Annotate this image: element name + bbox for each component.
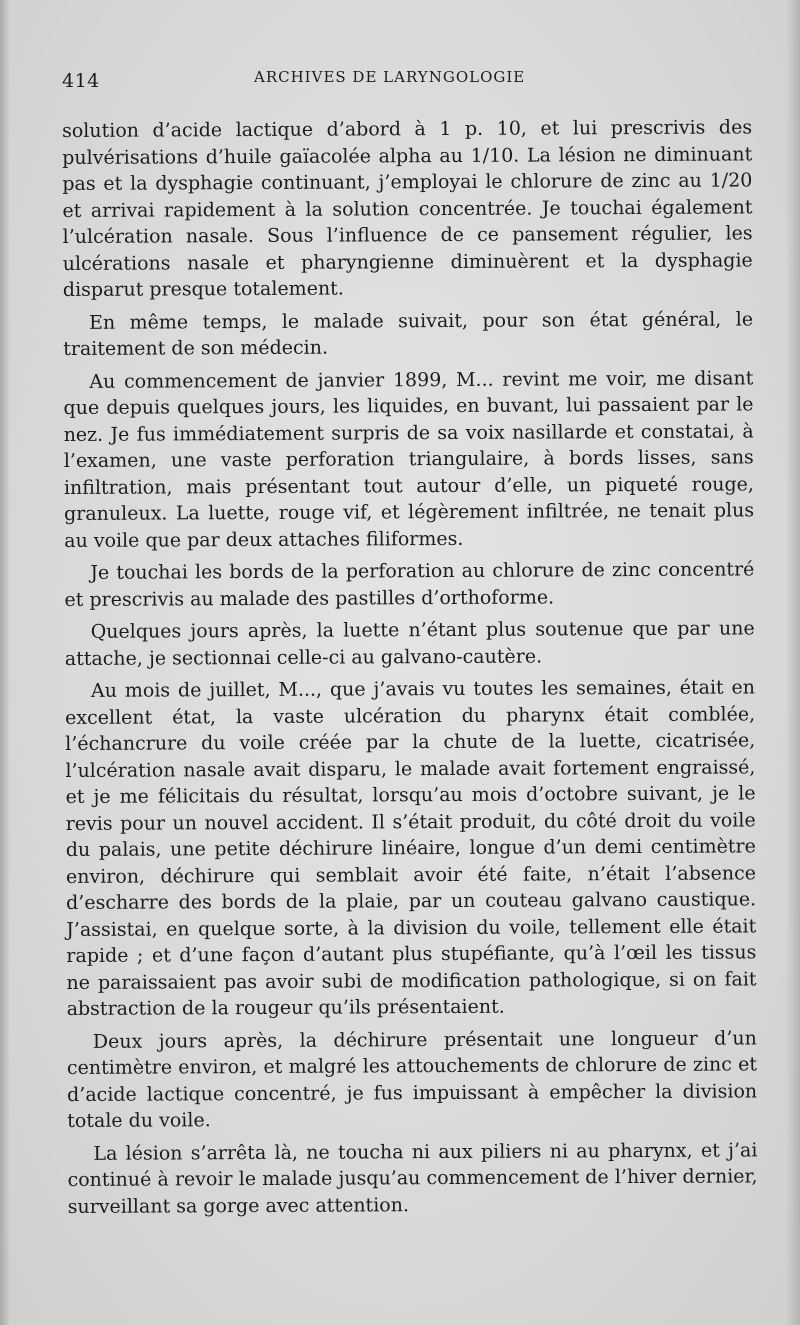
paragraph: En même temps, le malade suivait, pour son état général, le traitement de son médecin. — [63, 307, 754, 360]
paragraph: Quelques jours après, la luette n’étant plus soutenue que par une attache, je sectionnai celle-ci au galvano-cautère. — [64, 617, 755, 670]
paragraph: Au commencement de janvier 1899, M... revint me voir, me disant que depuis quelques jours, les liquides, en buvant, lui passaient par le nez. Je fus immédiatement surpris de sa voix nasillarde et constatai, à l’examen, une vaste perforation triangulaire, à bords lisses, sans infiltration, mais présentant tout autour d’elle, un piqueté rouge, granuleux. La luette, rouge vif, et légèrement infiltrée, ne tenait plus au voile que par deux attaches filiformes. — [63, 366, 755, 552]
paragraph: Au mois de juillet, M..., que j’avais vu toutes les semaines, était en excellent état, la vaste ulcération du pharynx était comblée, l’échancrure du voile créée par la chute de la luette, cicatrisée, l’ulcération nasale avait disparu, le malade avait fortement engraissé, et je me félicitais du résultat, lorsqu’au mois d’octobre suivant, je le revis pour un nouvel accident. Il s’était produit, du côté droit du voile du palais, une petite déchirure linéaire, longue d’un demi centimètre environ, déchirure qui semblait avoir été faite, n’était l’absence d’escharre des bords de la plaie, par un couteau galvano caustique. J’assistai, en quelque sorte, à la division du voile, tellement elle était rapide ; et d’une façon d’autant plus stupéfiante, qu’à l’œil les tissus ne paraissaient pas avoir subi de modification pathologique, si on fait abstraction de la rougeur qu’ils présentaient. — [65, 676, 757, 1020]
running-head — [62, 68, 752, 98]
body-text — [62, 114, 758, 1226]
journal-title: ARCHIVES DE LARYNGOLOGIE — [254, 68, 526, 86]
paragraph-continued: solution d’acide lactique d’abord à 1 p. 10, et lui prescrivis des pulvérisations d’huile gaïacolée alpha au 1/10. La lésion ne diminuant pas et la dysphagie continuant, j’employai le chlorure de zinc au 1/20 et arrivai rapidement à la solution concentrée. Je touchai également l’ulcération nasale. Sous l’influence de ce pansement régulier, les ulcérations nasale et pharyngienne diminuèrent et la dysphagie disparut presque totalement. — [62, 116, 753, 301]
paragraph: La lésion s’arrêta là, ne toucha ni aux piliers ni au pharynx, et j’ai continué à revoir le malade jusqu’au commencement de l’hiver dernier, surveillant sa gorge avec attention. — [67, 1138, 758, 1218]
page-number: 414 — [62, 70, 100, 92]
paragraph: Je touchai les bords de la perforation au chlorure de zinc concentré et prescrivis au malade des pastilles d’orthoforme. — [64, 558, 755, 611]
paragraph: Deux jours après, la déchirure présentait une longueur d’un centimètre environ, et malgré les attouchements de chlorure de zinc et d’acide lactique concentré, je fus impuissant à empêcher la division totale du voile. — [66, 1026, 758, 1132]
